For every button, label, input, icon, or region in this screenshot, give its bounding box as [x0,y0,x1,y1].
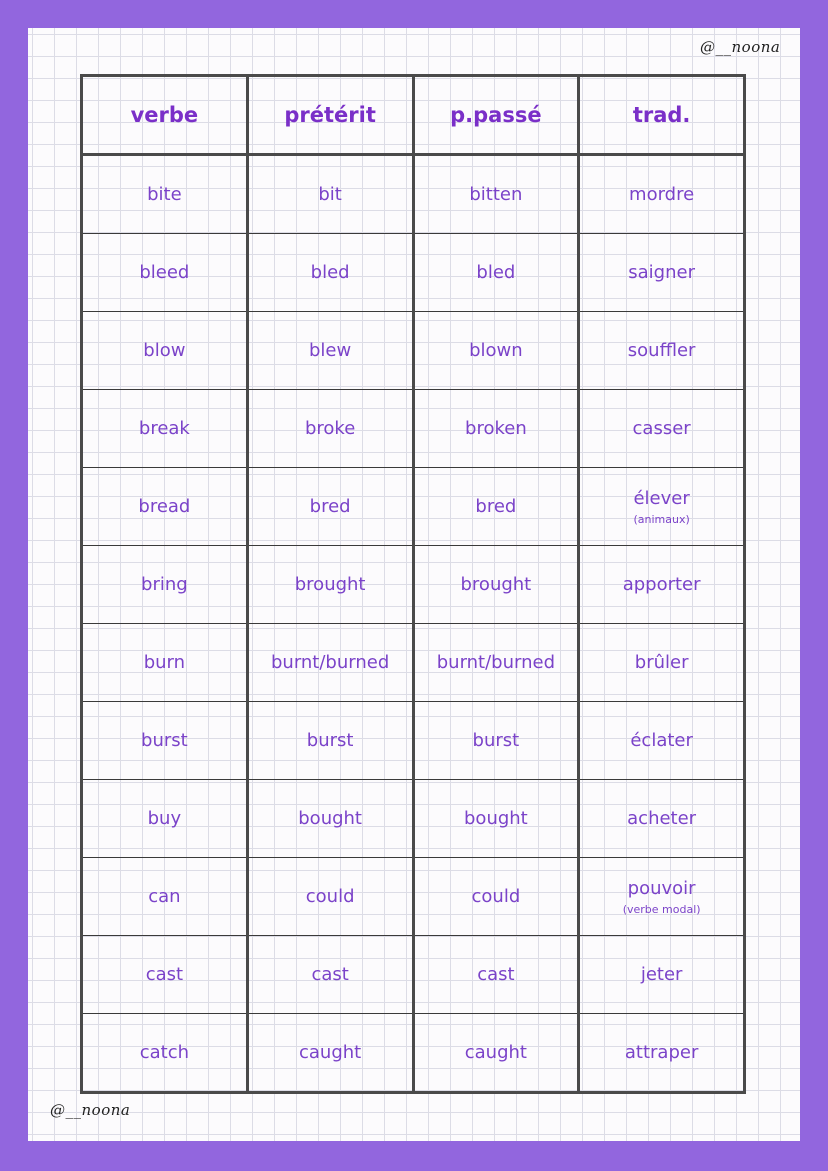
translation-cell [579,624,745,702]
verb-cell-text: bite [147,184,182,205]
participe-passe-cell-text: broken [465,418,527,439]
participe-passe-cell [413,702,579,780]
verb-cell [82,234,248,312]
preterit-cell-text: burnt/burned [270,652,390,673]
verb-cell-text: bread [138,496,191,517]
translation-cell [579,234,745,312]
translation-cell [579,390,745,468]
header-participe-passe: p.passé [413,76,579,155]
participe-passe-cell-text: burnt/burned [436,652,556,673]
header-preterit: prétérit [247,76,413,155]
translation-cell [579,1014,745,1093]
verb-cell-text: cast [145,964,184,985]
translation-cell [579,936,745,1014]
translation-cell [579,702,745,780]
preterit-cell-text: burst [306,730,354,751]
table-row [82,546,745,624]
translation-cell [579,546,745,624]
verb-cell [82,702,248,780]
preterit-cell [247,858,413,936]
preterit-cell [247,234,413,312]
worksheet-page [28,28,800,1141]
participe-passe-cell-text: bought [464,808,528,829]
translation-cell [579,468,745,546]
preterit-cell-text: blew [309,340,352,361]
verb-cell-text: catch [139,1042,190,1063]
translation-cell-text: attraper [624,1042,699,1063]
preterit-cell-text: caught [299,1042,362,1063]
verb-cell-text: bleed [139,262,190,283]
participe-passe-cell [413,1014,579,1093]
table-row [82,624,745,702]
verb-cell-text: burst [141,730,188,751]
translation-cell-text: brûler [634,652,689,673]
preterit-cell [247,936,413,1014]
verb-cell-text: bring [141,574,188,595]
translation-cell-text: apporter [622,574,701,595]
preterit-cell-text: broke [304,418,356,439]
preterit-cell [247,546,413,624]
watermark-bottom: @__noona [50,1101,131,1119]
participe-passe-cell-text: could [471,886,521,907]
participe-passe-cell [413,936,579,1014]
table-row [82,1014,745,1093]
verb-cell [82,780,248,858]
translation-cell-text: casser [632,418,691,439]
verb-cell [82,155,248,234]
translation-cell [579,155,745,234]
translation-cell-text: éclater [630,730,693,751]
verb-cell [82,468,248,546]
table-header-row [82,76,745,155]
table-row [82,468,745,546]
table-row [82,702,745,780]
table-row [82,780,745,858]
verb-cell [82,936,248,1014]
preterit-cell-text: bit [318,184,342,205]
translation-cell [579,312,745,390]
participe-passe-cell [413,390,579,468]
preterit-cell [247,1014,413,1093]
preterit-cell [247,312,413,390]
translation-cell-text: acheter [627,808,697,829]
irregular-verbs-table [80,74,746,1094]
verb-cell [82,1014,248,1093]
verb-cell [82,546,248,624]
participe-passe-cell-text: bitten [469,184,523,205]
table-row [82,234,745,312]
preterit-cell [247,702,413,780]
participe-passe-cell-text: cast [477,964,515,985]
participe-passe-cell-text: burst [472,730,520,751]
translation-note: (animaux) [633,512,690,526]
verb-cell-text: buy [147,808,182,829]
preterit-cell-text: bred [309,496,351,517]
preterit-cell-text: brought [294,574,366,595]
participe-passe-cell-text: brought [460,574,532,595]
header-verbe: verbe [82,76,248,155]
preterit-cell [247,390,413,468]
preterit-cell [247,155,413,234]
translation-cell [579,780,745,858]
translation-cell-text: mordre [629,184,695,205]
participe-passe-cell-text: bled [476,262,516,283]
participe-passe-cell-text: caught [464,1042,527,1063]
participe-passe-cell-text: blown [469,340,523,361]
participe-passe-cell [413,546,579,624]
participe-passe-cell [413,780,579,858]
translation-cell-text: élever [633,487,690,509]
verb-cell [82,624,248,702]
preterit-cell [247,780,413,858]
translation-cell-text: jeter [640,964,683,985]
participe-passe-cell [413,234,579,312]
header-traduction: trad. [579,76,745,155]
table-row [82,312,745,390]
preterit-cell-text: bled [310,262,350,283]
watermark-top: @__noona [700,38,781,56]
preterit-cell-text: could [305,886,355,907]
verb-cell [82,390,248,468]
preterit-cell-text: bought [298,808,362,829]
table-row [82,936,745,1014]
preterit-cell [247,624,413,702]
table-row [82,155,745,234]
verb-cell [82,858,248,936]
preterit-cell-text: cast [311,964,349,985]
participe-passe-cell [413,858,579,936]
translation-cell [579,858,745,936]
verb-cell-text: burn [143,652,186,673]
verb-cell [82,312,248,390]
translation-note: (verbe modal) [622,902,701,916]
participe-passe-cell-text: bred [475,496,517,517]
verb-cell-text: can [148,886,181,907]
participe-passe-cell [413,624,579,702]
verb-cell-text: break [138,418,190,439]
table-row [82,390,745,468]
participe-passe-cell [413,312,579,390]
verb-cell-text: blow [143,340,186,361]
participe-passe-cell [413,155,579,234]
translation-cell-text: pouvoir [627,877,696,899]
translation-cell-text: souffler [627,340,696,361]
table-row [82,858,745,936]
participe-passe-cell [413,468,579,546]
preterit-cell [247,468,413,546]
translation-cell-text: saigner [628,262,695,283]
